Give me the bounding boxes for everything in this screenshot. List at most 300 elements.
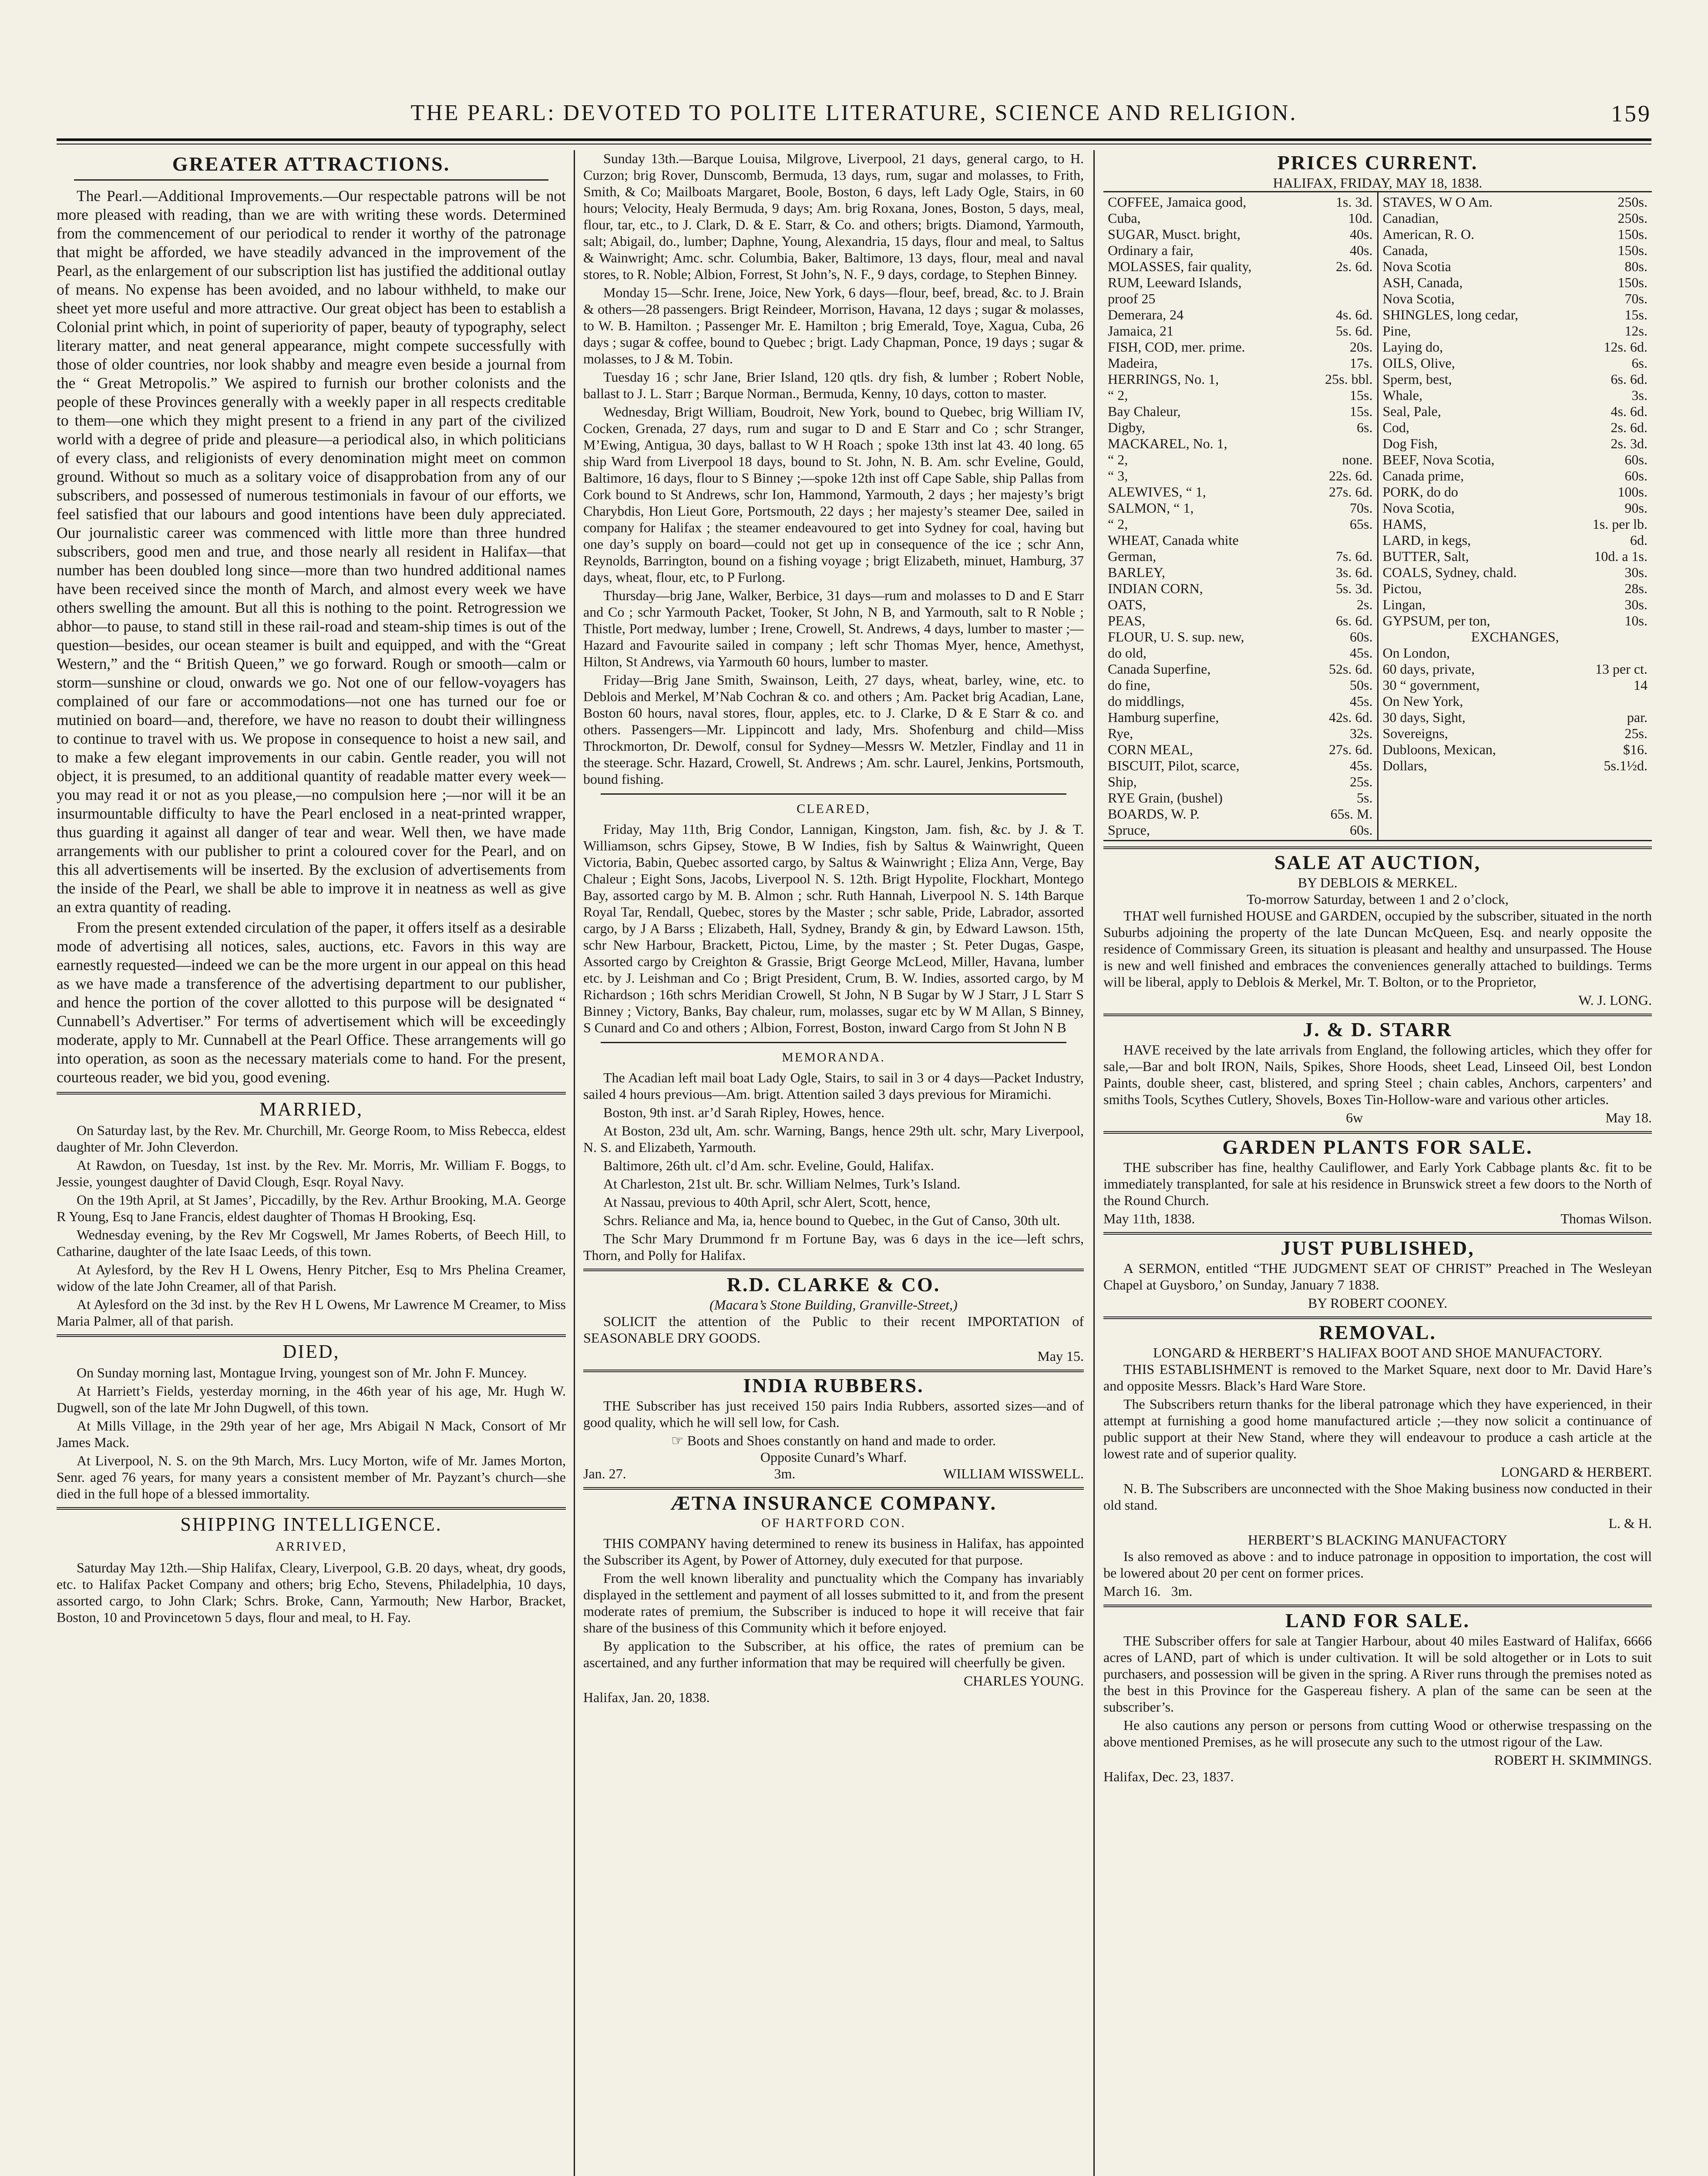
price-row <box>1383 661 1648 677</box>
price-value: 5s. 6d. <box>1336 323 1373 339</box>
price-value: 2s. <box>1357 597 1373 612</box>
price-item: INDIAN CORN, <box>1108 581 1203 596</box>
died-item: On Sunday morning last, Montague Irving, youngest son of Mr. John F. Muncey. <box>77 1365 527 1380</box>
price-item: 60 days, private, <box>1382 661 1475 677</box>
price-value: 15s. <box>1350 387 1373 403</box>
married-item: At Aylesford, by the Rev H L Owens, Henry Pitcher, Esq to Mrs Phelina Creamer, widow of the late John Creamer, all of that Parish. <box>57 1262 566 1294</box>
price-item: BOARDS, W. P. <box>1108 806 1200 822</box>
price-value: 50s. <box>1350 677 1373 693</box>
price-row <box>1108 500 1373 516</box>
price-row <box>1108 532 1373 548</box>
price-item: Dubloons, Mexican, <box>1382 742 1496 757</box>
price-item: CORN MEAL, <box>1108 742 1193 757</box>
price-value: 3s. 6d. <box>1336 564 1373 580</box>
price-row <box>1108 758 1373 774</box>
removal-paragraph-2: The Subscribers return thanks for the liberal patronage which they have experienced, in their attempt at furnishing a good home manufactured article ;—they now solicit a continuance of public support at their New Stand, where they will endeavour to produce a cash article at the lowest rate and of superior quality. <box>1103 1396 1652 1461</box>
removal-footer <box>1103 1583 1652 1599</box>
rubbers-term: 3m. <box>774 1466 796 1481</box>
price-value: 7s. 6d. <box>1336 548 1373 564</box>
price-row <box>1108 613 1373 629</box>
published-advert <box>1103 1237 1652 1311</box>
price-row <box>1108 403 1373 420</box>
married-list <box>57 1122 566 1329</box>
price-value: 6s. <box>1357 420 1373 435</box>
price-item: HAMS, <box>1382 516 1426 532</box>
price-value: 25s. <box>1624 725 1647 741</box>
rubbers-boots-text: Boots and Shoes constantly on hand and made to order. <box>687 1433 996 1448</box>
aetna-signature: CHARLES YOUNG. <box>963 1673 1084 1689</box>
cleared-heading: CLEARED, <box>797 802 871 816</box>
greater-paragraph-1: The Pearl.—Additional Improvements.—Our respectable patrons will be not more pleased with reading, than we are with writing these words. Determined from the commencement of our periodical to render it worthy of the patronage that might be afforded, we have steadily advanced in the improvement of the Pearl, as the enlargement of our subscription list has justified the additional outlay of means. No expense has been avoided, and no labour withheld, to make our sheet yet more useful and more attractive. Our great object has been to establish a Colonial print which, in point of superiority of paper, beauty of typography, select literary matter, and neat general appearance, might compete successfully with those of older countries, nor look shabby and meagre even beside a journal from the “ Great Metropolis.” We aspired to furnish our brother colonists and the people of these Provinces generally with a weekly paper in all respects creditable to them—one which they might present to a friend in any part of the civilized world with a degree of pride and pleasure—a periodical also, in which politicians of every class, and religionists of every denomination might meet on common ground. Without so much as a solitary voice of disapprobation from any of our subscribers, and possessed of numerous testimonials in favour of our efforts, we feel satisfied that our labours and good intentions have been duly appreciated. Our journalistic career was commenced with little more than three hundred subscribers, good men and true, and those nearly all resident in Halifax—that number has been doubled long since—more than two hundred additional names have been received since the month of March, and almost every week we have others swelling the amount. But all this is nothing to the point. Retrogression we abhor—to pause, to stand still in these rail-road and steam-ship times is out of the question—besides, our ocean steamer is built and equipped, and with the “Great Western,” and the “ British Queen,” we go forward. Rough or smooth—calm or storm—sunshine or cloud, onwards we go. Not one of our fellow-voyagers has complained of our fare or accommodations—not one has turned our foe or mutinied on board—and, therefore, we have no reason to doubt their willingness to continue to travel with us. We propose in consequence to hoist a new sail, and to make a few elegant improvements in our cabin. Gentle reader, you will not object, it is presumed, to an additional quantity of readable matter every week—you may read it or not as you please,—no compulsion here ;—nor will it be an insurmountable difficulty to have the Pearl enclosed in a neat-printed wrapper, thus guarding it against all danger of tear and wear. Well then, we have made arrangements with our publisher to print a coloured cover for the Pearl, and on this all advertisements will be inserted. By the exclusion of advertisements from the inside of the Pearl, we shall be able to improve it in neatness as well as give an extra quantity of reading. <box>57 187 566 916</box>
price-value: 13 per ct. <box>1595 661 1647 677</box>
land-paragraph-2: He also cautions any person or persons from cutting Wood or otherwise trespassing on the above mentioned Premises, as he will prosecute any such to the utmost rigour of the Law. <box>1103 1717 1652 1750</box>
starr-footer <box>1103 1109 1652 1126</box>
price-item: SUGAR, Musct. bright, <box>1108 226 1241 242</box>
rubbers-heading: INDIA RUBBERS. <box>743 1374 924 1397</box>
price-item: FLOUR, U. S. sup. new, <box>1108 629 1244 645</box>
price-value: 52s. 6d. <box>1329 661 1373 677</box>
price-item: MACKAREL, No. 1, <box>1108 436 1227 451</box>
removal-body: THIS ESTABLISHMENT is removed to the Market Square, next door to Mr. David Hare’s and opposite Messrs. Black’s Hard Ware Store. <box>1103 1361 1652 1394</box>
price-row <box>1108 548 1373 564</box>
price-row <box>1108 436 1373 452</box>
price-row <box>1108 822 1373 838</box>
price-item: On New York, <box>1382 693 1463 709</box>
price-value: 27s. 6d. <box>1329 742 1373 757</box>
price-row <box>1108 210 1373 226</box>
column-rule-1 <box>574 150 575 2176</box>
price-item: ASH, Canada, <box>1382 275 1463 290</box>
published-heading: JUST PUBLISHED, <box>1281 1237 1475 1259</box>
price-value: 45s. <box>1350 693 1373 709</box>
price-row <box>1108 355 1373 371</box>
land-signature: ROBERT H. SKIMMINGS. <box>1494 1752 1652 1768</box>
price-value: 22s. 6d. <box>1329 468 1373 484</box>
price-row <box>1383 500 1648 516</box>
price-item: Hamburg superfine, <box>1108 709 1219 725</box>
header-rule <box>57 138 1651 141</box>
price-row <box>1383 693 1648 709</box>
section-divider <box>1103 1605 1652 1607</box>
married-item: Wednesday evening, by the Rev Mr Cogswell, Mr James Roberts, of Beech Hill, to Catharine, daughter of the late Isaac Leeds, of this town. <box>57 1227 566 1259</box>
price-value: 1s. 3d. <box>1336 194 1373 210</box>
price-row <box>1383 581 1648 597</box>
married-item: On Saturday last, by the Rev. Mr. Churchill, Mr. George Room, to Miss Rebecca, eldest daughter of Mr. John Cleverdon. <box>57 1122 566 1155</box>
price-value: 1s. per lb. <box>1592 516 1647 532</box>
price-row <box>1108 581 1373 597</box>
price-value: 17s. <box>1350 355 1373 371</box>
price-row <box>1108 387 1373 403</box>
price-row <box>1383 436 1648 452</box>
price-value: 10d. <box>1348 210 1373 226</box>
prices-date: HALIFAX, FRIDAY, MAY 18, 1838. <box>1273 175 1483 191</box>
price-item: Canada prime, <box>1382 468 1464 484</box>
price-item: OATS, <box>1108 597 1147 612</box>
price-value: 80s. <box>1624 259 1647 274</box>
price-value: 40s. <box>1350 242 1373 258</box>
price-row <box>1383 371 1648 387</box>
price-row <box>1108 307 1373 323</box>
price-row <box>1383 323 1648 339</box>
price-row <box>1108 645 1373 661</box>
price-value: 2s. 6d. <box>1336 259 1373 274</box>
price-value: 70s. <box>1350 500 1373 516</box>
price-row <box>1108 339 1373 355</box>
published-body: A SERMON, entitled “THE JUDGMENT SEAT OF CHRIST” Preached in The Wesleyan Chapel at Guysboro,’ on Sunday, January 7 1838. <box>1103 1260 1652 1293</box>
price-row <box>1383 194 1648 210</box>
died-heading: DIED, <box>282 1341 340 1362</box>
price-item: Nova Scotia, <box>1382 500 1455 516</box>
price-row <box>1383 725 1648 742</box>
arrived-entry: Tuesday 16 ; schr Jane, Brier Island, 120 qtls. dry fish, & lumber ; Robert Noble, ballast to J. L. Starr ; Barque Norman., Bermuda, Kenny, 10 days, cotton to master. <box>583 369 1084 401</box>
price-item: BUTTER, Salt, <box>1382 548 1469 564</box>
aetna-advert <box>583 1492 1084 1706</box>
pointing-hand-icon: ☞ <box>671 1433 687 1448</box>
arrived-entry: Thursday—brig Jane, Walker, Berbice, 31 days—rum and molasses to D and E Starr and Co ; schr Yarmouth Packet, Tooker, St John, N B, and Yarmouth, salt to R Noble ; Thistle, Port medway, lumber ; Irene, Crowell, St. Andrews, 4 days, lumber to master ;—Hazard and Favourite sailed in company ; left schr Thomas Myer, hence, Amethyst, Hilton, St Andrews, via Yarmouth 60 hours, lumber to master. <box>583 588 1084 669</box>
price-item: Sperm, best, <box>1382 371 1452 387</box>
price-item: Sovereigns, <box>1382 725 1448 741</box>
price-row <box>1383 597 1648 613</box>
price-item: Canada Superfine, <box>1108 661 1211 677</box>
removal-initials: L. & H. <box>1608 1515 1652 1531</box>
divider <box>601 1042 1066 1043</box>
price-item: “ 2, <box>1108 387 1128 403</box>
garden-body: THE subscriber has fine, healthy Cauliflower, and Early York Cabbage plants &c. fit to be immediately transplanted, for sale at his residence in Brunswick street a few doors to the North of the Round Church. <box>1103 1159 1652 1208</box>
price-item: ALEWIVES, “ 1, <box>1108 484 1206 500</box>
price-value: 25s. bbl. <box>1325 371 1373 387</box>
aetna-body: THIS COMPANY having determined to renew its business in Halifax, has appointed the Subscriber its Agent, by Power of Attorney, duly executed for that purpose. <box>583 1535 1084 1568</box>
price-value: 45s. <box>1350 758 1373 773</box>
price-row <box>1108 564 1373 581</box>
price-item: On London, <box>1382 645 1450 661</box>
price-item: Jamaica, 21 <box>1108 323 1174 339</box>
section-divider <box>583 1370 1084 1372</box>
price-value: par. <box>1627 709 1647 725</box>
removal-nb: N. B. The Subscribers are unconnected with the Shoe Making business now conducted in their old stand. <box>1103 1481 1652 1513</box>
price-row <box>1108 323 1373 339</box>
price-item: Dollars, <box>1382 758 1427 773</box>
greater-attractions-heading: GREATER ATTRACTIONS. <box>172 153 451 175</box>
died-list <box>57 1364 566 1502</box>
section-divider <box>1103 1232 1652 1235</box>
memoranda-item: At Charleston, 21st ult. Br. schr. William Nelmes, Turk’s Island. <box>603 1176 961 1192</box>
price-row <box>1108 259 1373 275</box>
price-row <box>1383 709 1648 725</box>
blacking-heading: HERBERT’S BLACKING MANUFACTORY <box>1247 1532 1508 1548</box>
price-row <box>1383 645 1648 661</box>
price-row <box>1108 597 1373 613</box>
price-item: FISH, COD, mer. prime. <box>1108 339 1245 355</box>
section-divider <box>583 1269 1084 1271</box>
masthead-title: THE PEARL: DEVOTED TO POLITE LITERATURE, SCIENCE AND RELIGION. <box>410 101 1298 125</box>
price-row <box>1108 629 1373 645</box>
price-item: Nova Scotia <box>1382 259 1451 274</box>
price-value: 27s. 6d. <box>1329 484 1373 500</box>
exchanges-list <box>1383 645 1648 774</box>
price-row <box>1383 259 1648 275</box>
price-item: Digby, <box>1108 420 1145 435</box>
price-row <box>1383 516 1648 532</box>
removal-subheading: LONGARD & HERBERT’S HALIFAX BOOT AND SHOE MANUFACTORY. <box>1153 1345 1602 1360</box>
auction-body: THAT well furnished HOUSE and GARDEN, occupied by the subscriber, situated in the north Suburbs adjoining the property of the late Duncan McQueen, Esq. and nearly opposite the residence of Commissary Green, its situation is pleasant and healthy and unsurpassed. The House is new and well finished and embraces the conveniences generally attached to buildings. Terms will be liberal, apply to Deblois & Merkel, Mr. T. Bolton, or to the Proprietor, <box>1103 908 1652 990</box>
rubbers-advert <box>583 1374 1084 1482</box>
price-row <box>1108 725 1373 742</box>
land-date: Halifax, Dec. 23, 1837. <box>1103 1769 1234 1784</box>
arrived-text: Saturday May 12th.—Ship Halifax, Cleary, Liverpool, G.B. 20 days, wheat, dry goods, etc. to Halifax Packet Company and others; brig Echo, Stevens, Philadelphia, 10 days, assorted cargo, to John Clark; Schrs. Broke, Cann, Yarmouth; New Harbor, Bracket, Boston, 10 and Provincetown 5 days, flour and meal, to H. Fay. <box>57 1560 566 1625</box>
price-item: Rye, <box>1108 725 1133 741</box>
price-item: Lingan, <box>1382 597 1426 612</box>
price-row <box>1383 758 1648 774</box>
price-item: Pictou, <box>1382 581 1422 596</box>
price-value: 5s. <box>1357 790 1373 806</box>
price-value: 4s. 6d. <box>1336 307 1373 322</box>
auction-by: BY DEBLOIS & MERKEL. <box>1298 875 1458 890</box>
memoranda-item: Schrs. Reliance and Ma, ia, hence bound to Quebec, in the Gut of Canso, 30th ult. <box>603 1212 1060 1228</box>
price-row <box>1108 371 1373 387</box>
price-value: 15s. <box>1350 403 1373 419</box>
memoranda-item: At Boston, 23d ult, Am. schr. Warning, Bangs, hence 29th ult. schr, Mary Liverpool, N. S. and Elizabeth, Yarmouth. <box>583 1123 1084 1155</box>
price-value: 25s. <box>1350 774 1373 789</box>
price-row <box>1108 468 1373 484</box>
price-row <box>1383 484 1648 500</box>
price-value: 5s. 3d. <box>1336 581 1373 596</box>
greater-paragraph-2: From the present extended circulation of the paper, it offers itself as a desirable mode of advertising all notices, sales, auctions, etc. Favors in this way are earnestly requested—indeed we can be the more urgent in our appeal on this head as we have made a transference of the advertising department to our publisher, and hence the portion of the cover allotted to this purpose will be designated “ Cunnabell’s Advertiser.” For terms of advertisement which will be exceedingly moderate, apply to Mr. Cunnabell at the Pearl Office. These arrangements will go into operation, as soon as the necessary materials come to hand. For the present, courteous reader, we bid you, good evening. <box>57 919 566 1086</box>
rubbers-body: THE Subscriber has just received 150 pairs India Rubbers, assorted sizes—and of good quality, which he will sell low, for Cash. <box>583 1398 1084 1430</box>
price-item: Cod, <box>1382 420 1409 435</box>
rubbers-boots <box>583 1432 1084 1449</box>
price-value: 10d. a 1s. <box>1594 548 1647 564</box>
section-divider <box>57 1334 566 1337</box>
price-value: 42s. 6d. <box>1329 709 1373 725</box>
price-value: 60s. <box>1350 822 1373 838</box>
starr-heading: J. & D. STARR <box>1303 1018 1452 1041</box>
price-item: Ship, <box>1108 774 1137 789</box>
price-row <box>1108 484 1373 500</box>
married-item: At Aylesford on the 3d inst. by the Rev H L Owens, Mr Lawrence M Creamer, to Miss Maria Palmer, all of that parish. <box>57 1296 566 1329</box>
price-row <box>1108 661 1373 677</box>
price-row <box>1108 742 1373 758</box>
price-value: $16. <box>1623 742 1647 757</box>
price-row <box>1383 548 1648 564</box>
price-row <box>1108 452 1373 468</box>
starr-body: HAVE received by the late arrivals from England, the following articles, which they offer for sale,—Bar and bolt IRON, Nails, Spikes, Shore Hoods, sheet Lead, Linseed Oil, best London Paints, double sheer, cast, blistered, and spring Steel ; chain cables, Anchors, carpenters’ and smiths Tools, Scythes Cutlery, Shovels, Boxes Tin-Hollow-ware and various other articles. <box>1103 1042 1652 1107</box>
memoranda-item: At Nassau, previous to 40th April, schr Alert, Scott, hence, <box>603 1194 931 1210</box>
memoranda-item: Baltimore, 26th ult. cl’d Am. schr. Eveline, Gould, Halifax. <box>603 1158 934 1173</box>
price-value: 100s. <box>1617 484 1647 500</box>
price-value: 6s. 6d. <box>1336 613 1373 628</box>
price-item: American, R. O. <box>1382 226 1475 242</box>
section-divider <box>1103 1014 1652 1016</box>
section-divider <box>583 1487 1084 1490</box>
price-item: Bay Chaleur, <box>1108 403 1181 419</box>
price-value: 14 <box>1634 677 1647 693</box>
price-item: OILS, Olive, <box>1382 355 1455 371</box>
prices-table <box>1103 191 1652 841</box>
price-row <box>1108 677 1373 693</box>
price-value: 32s. <box>1350 725 1373 741</box>
price-item: WHEAT, Canada white <box>1108 532 1239 548</box>
memoranda-item: Boston, 9th inst. ar’d Sarah Ripley, Howes, hence. <box>603 1105 885 1120</box>
prices-right-column <box>1377 192 1652 840</box>
price-row <box>1108 806 1373 822</box>
price-value: 4s. 6d. <box>1610 403 1647 419</box>
price-row <box>1383 387 1648 403</box>
clarke-date: May 15. <box>1037 1348 1084 1364</box>
section-divider <box>1103 846 1652 849</box>
price-item: do old, <box>1108 645 1147 661</box>
died-item: At Mills Village, in the 29th year of her age, Mrs Abigail N Mack, Consort of Mr James Mack. <box>57 1418 566 1450</box>
arrived-entry: Monday 15—Schr. Irene, Joice, New York, 6 days—flour, beef, bread, &c. to J. Brain & others—28 passengers. Brigt Reindeer, Morrison, Havana, 12 days ; sugar & molasses, to W. B. Hamilton. ; Passenger Mr. E. Hamilton ; brig Emerald, Toye, Xagua, Cuba, 26 days ; sugar & coffee, bound to Quebec ; brigt. Lady Chapman, Ponce, 19 days ; sugar & molasses, to J & M. Tobin. <box>583 285 1084 366</box>
price-value: 5s.1½d. <box>1604 758 1647 773</box>
price-value: 150s. <box>1617 275 1647 290</box>
price-value: 30s. <box>1624 597 1647 612</box>
column-3 <box>1103 150 1652 2176</box>
price-value: 40s. <box>1350 226 1373 242</box>
price-value: 12s. <box>1624 323 1647 339</box>
price-row <box>1108 226 1373 242</box>
price-item: Pine, <box>1382 323 1411 339</box>
auction-advert <box>1103 851 1652 1008</box>
column-1 <box>57 150 566 2176</box>
section-divider <box>1103 1316 1652 1319</box>
shipping-heading: SHIPPING INTELLIGENCE. <box>180 1514 442 1535</box>
price-row <box>1383 468 1648 484</box>
price-value: 150s. <box>1617 242 1647 258</box>
price-item: do middlings, <box>1108 693 1185 709</box>
memoranda-heading: MEMORANDA. <box>782 1050 885 1064</box>
divider <box>74 179 548 181</box>
price-row <box>1383 210 1648 226</box>
price-item: “ 3, <box>1108 468 1128 484</box>
starr-date: May 18. <box>1605 1110 1652 1125</box>
rubbers-address: Opposite Cunard’s Wharf. <box>760 1449 907 1465</box>
price-item: COFFEE, Jamaica good, <box>1108 194 1247 210</box>
garden-footer <box>1103 1210 1652 1227</box>
garden-advert <box>1103 1136 1652 1227</box>
column-2 <box>583 150 1084 2176</box>
price-item: Laying do, <box>1382 339 1443 355</box>
garden-date: May 11th, 1838. <box>1103 1211 1195 1226</box>
aetna-paragraph-2: From the well known liberality and punctuality which the Company has invariably displayed in the settlement and payment of all losses submitted to it, and from the present moderate rates of premium, the Subscriber is induced to hope it will receive that fair share of the business of this Community which it before enjoyed. <box>583 1570 1084 1635</box>
published-by: BY ROBERT COONEY. <box>1308 1295 1448 1311</box>
price-row <box>1383 742 1648 758</box>
clarke-address: (Macara’s Stone Building, Granville-Street,) <box>709 1297 958 1313</box>
price-value: 15s. <box>1624 307 1647 322</box>
price-row <box>1108 242 1373 259</box>
price-value: 6s. <box>1631 355 1647 371</box>
land-advert <box>1103 1609 1652 1785</box>
price-item: Canada, <box>1382 242 1428 258</box>
removal-advert <box>1103 1321 1652 1599</box>
section-divider <box>57 1092 566 1095</box>
price-item: Nova Scotia, <box>1382 291 1455 306</box>
arrived-entry: Friday—Brig Jane Smith, Swainson, Leith, 27 days, wheat, barley, wine, etc. to Deblois and Merkel, M’Nab Cochran & co. and others ; Am. Packet brig Acadian, Lane, Boston 60 hours, naval stores, flour, apples, etc. to J. Clarke, D & E Starr & co. and others. Passengers—Mr. Lippincott and lady, Mrs. Shofenburg and child—Miss Throckmorton, Dr. Dewolf, consul for Sydney—Messrs W. Metzler, Findlay and 11 in the steerage. Schr. Hazard, Crowell, St. Andrews ; Am. schr. Laurel, Jenkins, Portsmouth, bound fishing. <box>583 672 1084 787</box>
price-value: 250s. <box>1617 194 1647 210</box>
aetna-heading: ÆTNA INSURANCE COMPANY. <box>670 1492 997 1514</box>
price-value: 30s. <box>1624 564 1647 580</box>
aetna-date: Halifax, Jan. 20, 1838. <box>583 1689 710 1705</box>
cleared-text: Friday, May 11th, Brig Condor, Lannigan, Kingston, Jam. fish, &c. by J. & T. Williamson, schrs Gipsey, Stowe, B W Indies, fish by Saltus & Wainwright, Queen Victoria, Babin, Quebec assorted cargo, by Saltus & Wainwright ; Eliza Ann, Verge, Bay Chaleur ; Eight Sons, Jacobs, Liverpool N. S. 12th. Brigt Hypolite, Flockhart, Montego Bay, assorted cargo by M. B. Almon ; schr. Ruth Hannah, Liverpool N. S. 14th Barque Royal Tar, Rendall, Quebec, stores by the Master ; schr sable, Pride, Labrador, assorted cargo, by J A Barss ; Elizabeth, Hall, Sydney, Brandy & gin, by Edward Lawson. 15th, schr New Harbour, Brackett, Pictou, Lime, by the master ; St. Peter Dugas, Gaspe, Assorted cargo by Creighton & Grassie, Brigt George McLeod, Miller, Havana, lumber etc. by J. Leishman and Co ; Brigt President, Crum, B. W. Indies, assorted cargo, by M Richardson ; 16th schrs Meridian Crowell, St John, N B Sugar by W J Starr, J L Starr S Binney ; Victory, Banks, Bay chaleur, rum, molasses, sugar etc by W M Allan, S Binney, S Cunard and Co and others ; Albion, Forrest, Boston, inward Cargo from St John N B <box>583 821 1084 1035</box>
price-value: 70s. <box>1624 291 1647 306</box>
exchanges-heading: EXCHANGES, <box>1471 629 1559 645</box>
price-item: Canadian, <box>1382 210 1439 226</box>
arrived-heading: ARRIVED, <box>275 1539 347 1554</box>
starr-term: 6w <box>1346 1110 1363 1125</box>
price-value: 28s. <box>1624 581 1647 596</box>
auction-heading: SALE AT AUCTION, <box>1274 851 1481 873</box>
price-row <box>1383 564 1648 581</box>
price-value: 12s. 6d. <box>1604 339 1647 355</box>
price-item: 30 “ government, <box>1382 677 1480 693</box>
rubbers-footer <box>583 1465 1084 1482</box>
price-item: Demerara, 24 <box>1108 307 1184 322</box>
page-number: 159 <box>1611 101 1651 127</box>
price-item: Ordinary a fair, <box>1108 242 1194 258</box>
price-value: 90s. <box>1624 500 1647 516</box>
price-value: 2s. 6d. <box>1610 420 1647 435</box>
price-row <box>1108 693 1373 709</box>
garden-signature: Thomas Wilson. <box>1560 1211 1652 1226</box>
price-item: STAVES, W O Am. <box>1382 194 1493 210</box>
price-value: 6s. 6d. <box>1610 371 1647 387</box>
price-item: GYPSUM, per ton, <box>1382 613 1490 628</box>
price-row <box>1108 291 1373 307</box>
blacking-body: Is also removed as above : and to induce patronage in opposition to importation, the cost will be lowered about 20 per cent on former prices. <box>1103 1548 1652 1581</box>
price-item: Madeira, <box>1108 355 1158 371</box>
price-value: none. <box>1342 452 1373 467</box>
price-item: Spruce, <box>1108 822 1150 838</box>
price-row <box>1383 242 1648 259</box>
column-rule-2 <box>1093 150 1095 2176</box>
price-item: MOLASSES, fair quality, <box>1108 259 1252 274</box>
removal-term: 3m. <box>1171 1583 1193 1599</box>
arrived-entry: Wednesday, Brigt William, Boudroit, New York, bound to Quebec, brig William IV, Cocken, Grenada, 27 days, rum and sugar to D and E Starr and Co ; schr Stranger, M’Ewing, Antigua, 30 days, ballast to W H Roach ; spoke 13th inst lat 43. 40 long. 65 ship Ward from Liverpool 18 days, bound to St. John, N. B. Am. schr Eveline, Gould, Baltimore, 16 days, flour to S Binney ;—spoke 12th inst off Cape Sable, ship Pallas from Cork bound to St Andrews, schr Ion, Hammond, Yarmouth, 2 days ; her majesty’s brigt Charybdis, Hon Lieut Gore, Portsmouth, 22 days ; her majesty’s steamer Dee, sailed in company for Halifax ; the steamer endeavoured to get into Sydney for coal, having but one day’s supply on board—could not get up in consequence of the ice ; schr Ann, Reynolds, Barrington, bound on a fishing voyage ; brigt Elizabeth, minuet, Hamburg, 37 days, wheat, flour, etc, to P Furlong. <box>583 404 1084 585</box>
prices-heading: PRICES CURRENT. <box>1277 151 1478 174</box>
price-item: PORK, do do <box>1382 484 1458 500</box>
price-item: HERRINGS, No. 1, <box>1108 371 1219 387</box>
died-item: At Liverpool, N. S. on the 9th March, Mrs. Lucy Morton, wife of Mr. James Morton, Senr. aged 76 years, for many years a consistent member of Mr. Payzant’s church—she died in the full hope of a blessed immortality. <box>57 1453 566 1501</box>
prices-left-column <box>1103 192 1377 840</box>
price-row <box>1383 452 1648 468</box>
page-header <box>0 100 1708 126</box>
married-item: At Rawdon, on Tuesday, 1st inst. by the Rev. Mr. Morris, Mr. William F. Boggs, to Jessie, youngest daughter of David Clough, Esqr. Royal Navy. <box>57 1157 566 1189</box>
price-item: BARLEY, <box>1108 564 1165 580</box>
section-divider <box>1103 1131 1652 1134</box>
price-value: 60s. <box>1350 629 1373 645</box>
starr-advert <box>1103 1018 1652 1126</box>
removal-signature: LONGARD & HERBERT. <box>1501 1464 1652 1480</box>
price-row <box>1383 307 1648 323</box>
price-item: COALS, Sydney, chald. <box>1382 564 1517 580</box>
divider <box>601 793 1066 795</box>
price-item: PEAS, <box>1108 613 1146 628</box>
price-row <box>1383 532 1648 548</box>
aetna-subheading: OF HARTFORD CON. <box>761 1516 906 1530</box>
clarke-advert <box>583 1273 1084 1364</box>
price-value: 60s. <box>1624 452 1647 467</box>
price-item: Whale, <box>1382 387 1422 403</box>
price-row <box>1383 355 1648 371</box>
married-item: On the 19th April, at St James’, Piccadilly, by the Rev. Arthur Brooking, M.A. George R Young, Esq to Jane Francis, eldest daughter of Thomas H Brooking, Esq. <box>57 1192 566 1224</box>
price-row <box>1383 403 1648 420</box>
price-item: BISCUIT, Pilot, scarce, <box>1108 758 1240 773</box>
prices-right-list <box>1383 194 1648 629</box>
price-value: 10s. <box>1624 613 1647 628</box>
price-row <box>1108 774 1373 790</box>
price-row <box>1383 613 1648 629</box>
price-item: LARD, in kegs, <box>1382 532 1471 548</box>
price-value: 3s. <box>1631 387 1647 403</box>
